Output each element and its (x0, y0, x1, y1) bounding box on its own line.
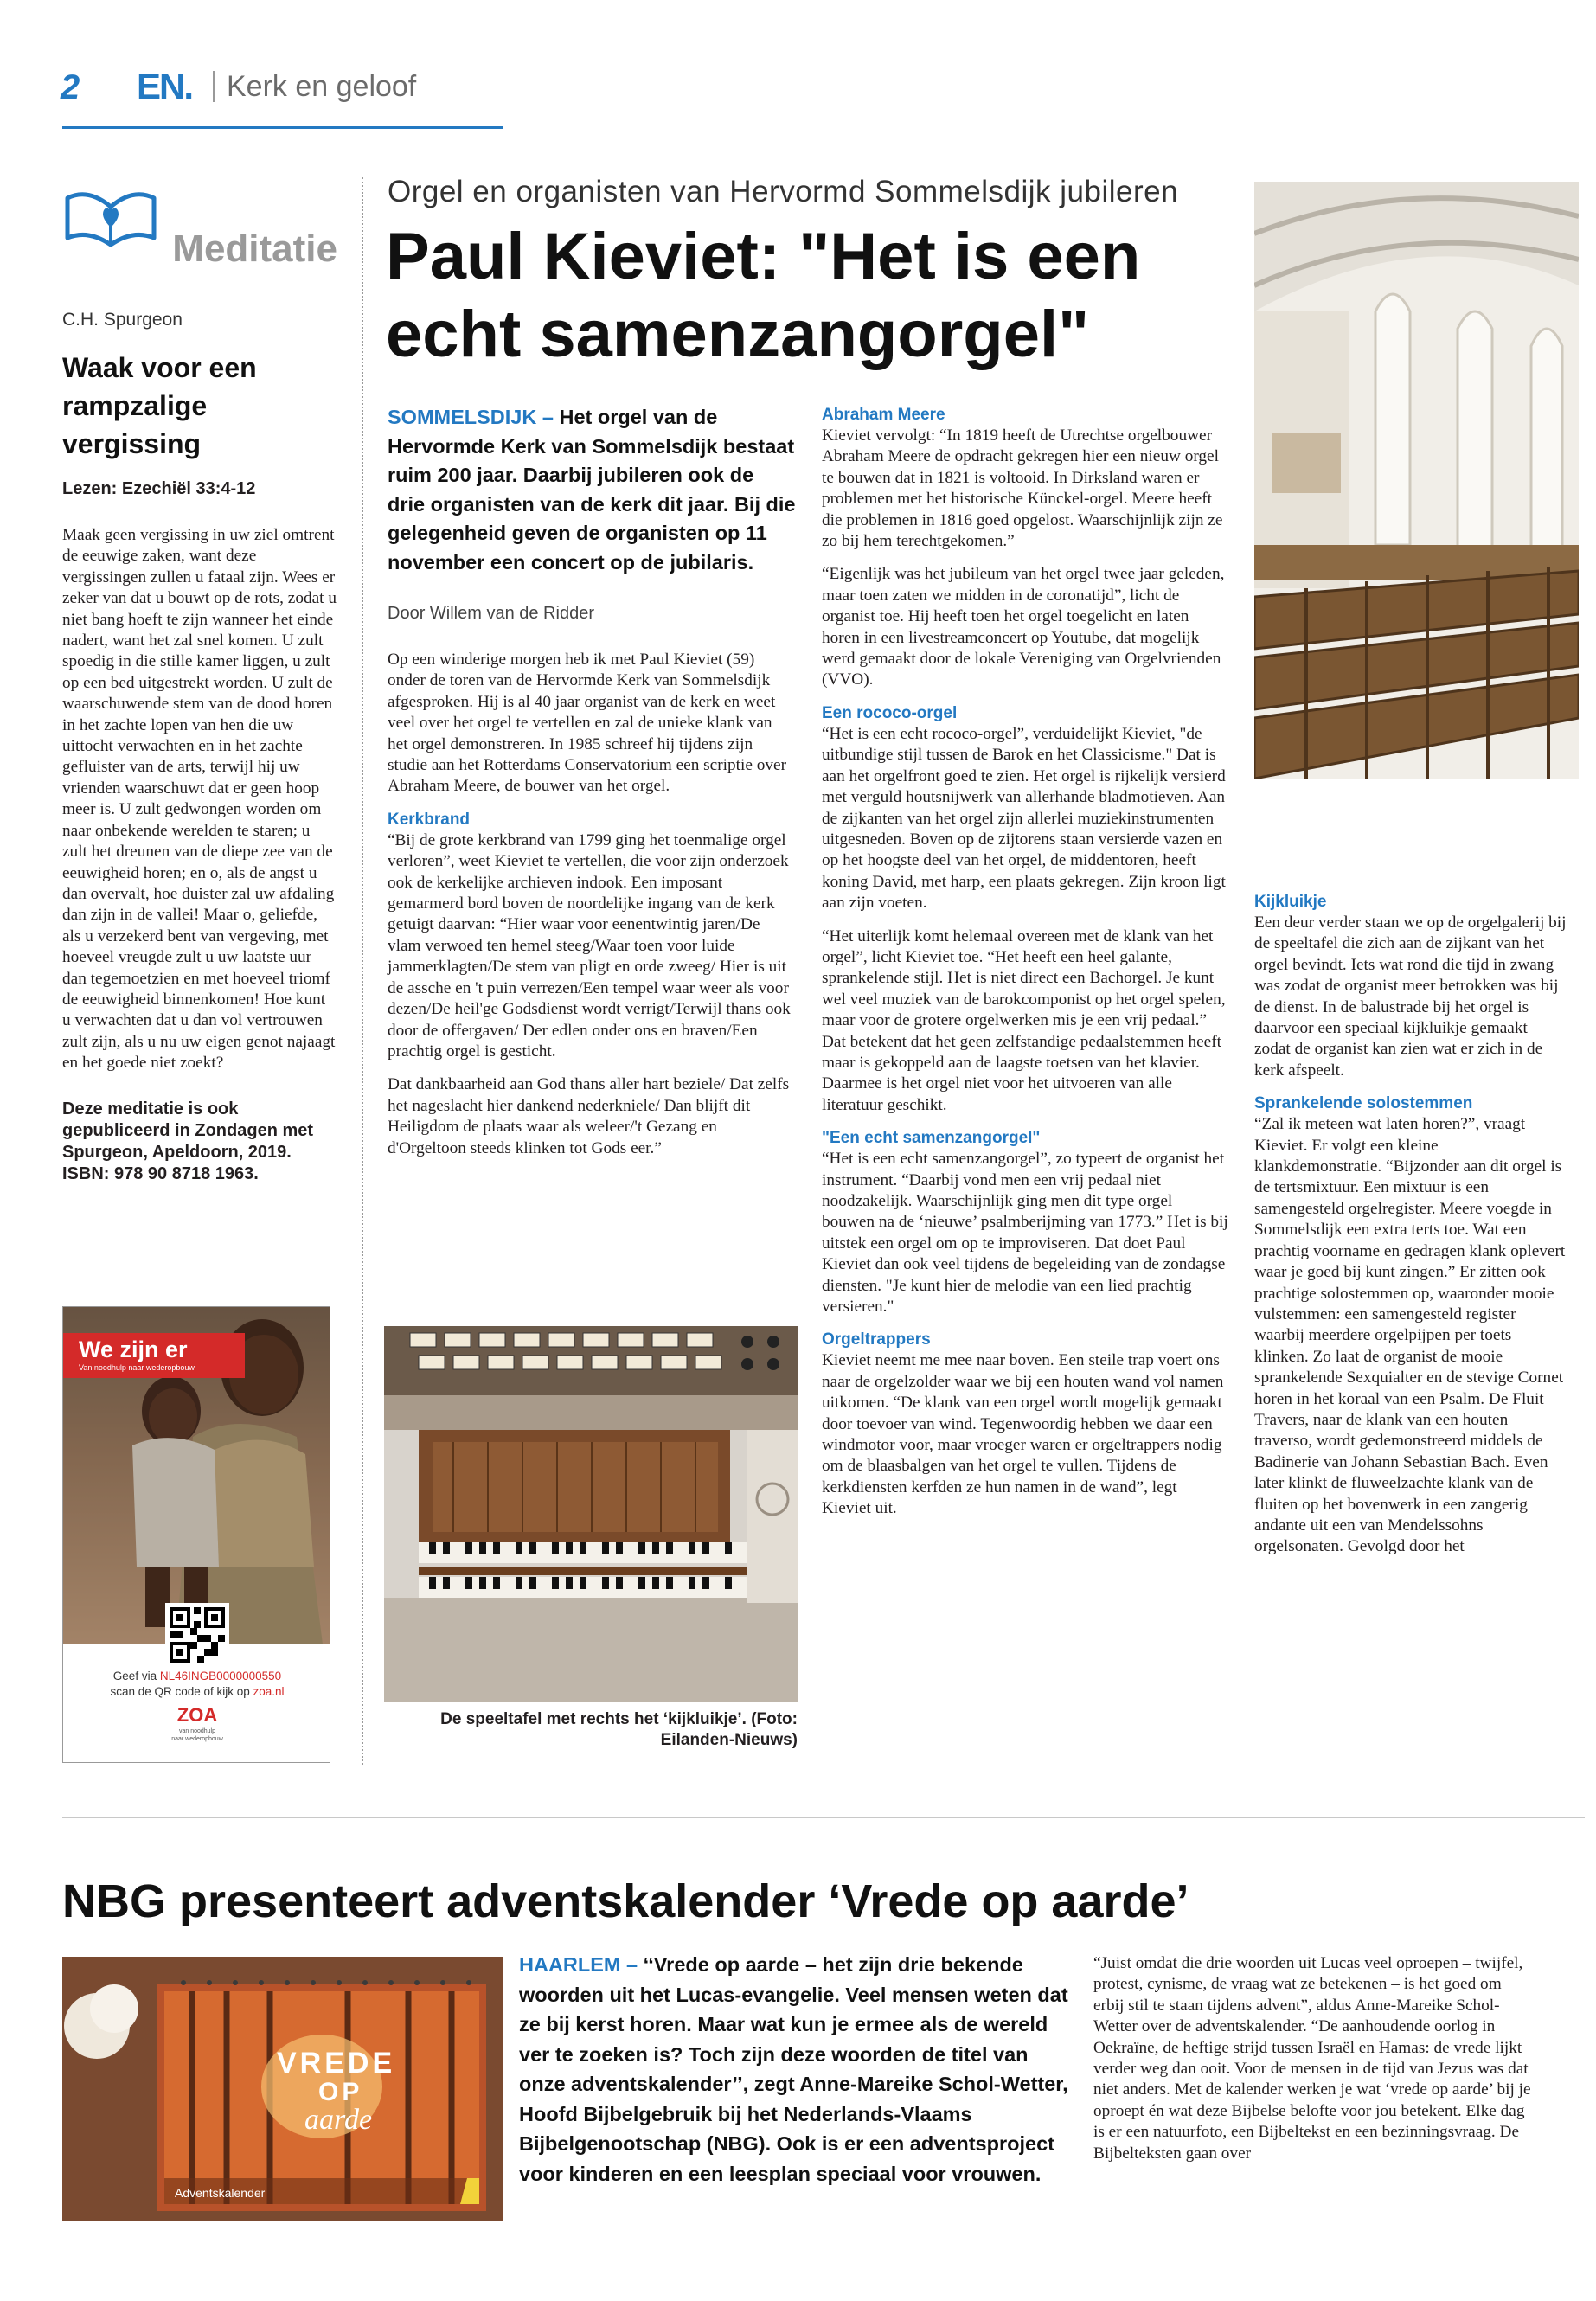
qr-code-icon (170, 1607, 225, 1663)
article-paragraph: “Het is een echt rococo-orgel”, verduidelijkt Kieviet, "de uitbundige stijl tussen de Barok en het Classicisme." Dat is aan het orgelfront goed te zien. Het orgel is rijkelijk versierd met verguld houtsnijwerk van allerhande bladmotieven. Aan de zijkanten van het orgel zijn allerlei muziekinstrumenten uitgesneden. Boven op de zijtorens staan versierde vazen en op het hoogste deel van het orgel, de middentoren, heeft koning David, met harp, een plaats gekregen. Zijn kroon ligt aan zijn voeten. (822, 724, 1226, 913)
ad-website-link[interactable]: zoa.nl (253, 1685, 285, 1698)
article-lead-place: SOMMELSDIJK – (388, 406, 554, 428)
ad-scan-prefix: scan de QR code of kijk op (110, 1685, 253, 1698)
calendar-label: Adventskalender (175, 2186, 266, 2200)
meditation-author: C.H. Spurgeon (62, 310, 183, 330)
ad-red-banner (63, 1333, 245, 1378)
meditation-title: Waak voor een rampzalige vergissing (62, 352, 257, 459)
zoa-advertisement[interactable] (62, 1306, 330, 1763)
header-underline (62, 126, 503, 129)
article-paragraph: “Eigenlijk was het jubileum van het orgel twee jaar geleden, maar toen zaten we midden in de coronatijd”, licht de organist toe. Hij heeft toen het orgel toegelicht en laten horen in een livestreamconcert op Youtube, dat mogelijk werd gemaakt door de lokale Vereniging van Orgelvrienden (VVO). (822, 565, 1225, 689)
article-paragraph: Kieviet vervolgt: “In 1819 heeft de Utrechtse orgelbouwer Abraham Meere de opdracht gekregen hier een nieuw orgel te bouwen dat in 1821 is voltooid. In Dirksland waren er problemen met het historische Künckel-orgel. Meere heeft die problemen in 1816 goed opgelost. Waarschijnlijk zijn ze zo bij hem terechtgekomen.” (822, 426, 1223, 551)
nbg-body: “Juist omdat die drie woorden uit Lucas veel oproepen – twijfel, protest, cynisme, de vraag wat ze betekenen – is het goed om erbij stil te staan tijdens advent”, aldus Anne-Mareike Schol-Wetter over de adventskalender. “De aanhoudende oorlog in Oekraïne, de heftige strijd tussen Israël en Hamas: de vrede lijkt verder weg dan ooit. Voor de mensen in de tijd van Jezus was dat niet anders. Met de kalender werken je wat ‘vrede op aarde’ bij je oproept én wat deze Bijbelse belofte voor jou betekent. Elke dag is er een natuurfoto, een Bijbeltekst en een bezinningsvraag. De Bijbelteksten gaan over (1093, 1954, 1531, 2163)
zoa-logo-sub-2: naar wederopbouw (171, 1736, 223, 1742)
article-paragraph: “Het uiterlijk komt helemaal overeen met de klank van het orgel”, licht Kieviet toe. “Het heeft een heel galante, sprankelende stijl. Het is niet direct een Bachorgel. Je kunt wel veel muziek van de barokcomponist op het orgel spelen, maar voor de grotere orgelwerken mis je een vrij pedaal.” Dat betekent dat het geen zelfstandige pedaalstemmen heeft maar is gekoppeld aan de laagste toetsen van het klavier. Daarmee is het orgel niet voor het uitvoeren van alle literatuur geschikt. (822, 926, 1226, 1114)
ad-give-prefix: Geef via (112, 1670, 160, 1682)
article-paragraph: Een deur verder staan we op de orgelgalerij bij de speeltafel die zich aan de zijkant van het orgel bevindt. Iets wat rond die tijd in zwang was zodat de organist meer betrokken was bij de dienst. In de balustrade bij het orgel is daarvoor een speciaal kijkluikje gemaakt zodat de organist kan zien wat er zich in de kerk afspeelt. (1254, 913, 1567, 1080)
article-column-1 (388, 403, 796, 1159)
ad-iban[interactable]: NL46INGB0000000550 (159, 1670, 282, 1682)
meditation-badge (62, 177, 337, 298)
subheading-kerkbrand: Kerkbrand (388, 810, 471, 829)
header-divider (213, 71, 215, 102)
church-interior-illustration (1254, 182, 1579, 779)
article-paragraph: Kieviet neemt me mee naar boven. Een steile trap voert ons naar de orgelzolder waar we bij een houten wand vol namen uitkomen. “De klank van een orgel wordt mogelijk gemaakt door toevoer van wind. Tegenwoordig hebben we daar een windmotor voor, maar vroeger waren er orgeltrappers nodig om de blaasbalgen van het orgel te vullen. Tijdens de kerkdiensten kerfden ze hun namen in de wand”, legt Kieviet uit. (822, 1351, 1224, 1518)
open-book-heart-icon (62, 181, 159, 253)
meditation-badge-label: Meditatie (172, 228, 337, 270)
calendar-title-3: aarde (304, 2104, 373, 2136)
meditation-reading: Lezen: Ezechiël 33:4-12 (62, 479, 256, 498)
meditation-separator (362, 177, 363, 1765)
section-title: Kerk en geloof (227, 70, 417, 103)
zoa-logo: ZOA (176, 1704, 218, 1726)
article-kicker: Orgel en organisten van Hervormd Sommelsdijk jubileren (388, 175, 1179, 208)
article-paragraph: Op een winderige morgen heb ik met Paul Kieviet (59) onder de toren van de Hervormde Kerk van Sommelsdijk afgesproken. Hij is al 40 jaar organist van de kerk en weet veel over het orgel te vertellen en zal de unieke klank van het orgel demonstreren. In 1985 schreef hij tijdens zijn studie aan het Rotterdams Conservatorium een scriptie over Abraham Meere, de bouwer van het orgel. (388, 651, 787, 796)
article-paragraph: Dat dankbaarheid aan God thans aller hart beziele/ Dat zelfs het nageslacht hier dankend nederkniele/ Dan blijft dit Heiligdom de plaats waar als weleer/'t Gezang en d'Orgeltoon steeds klinken tot Gods eer.” (388, 1075, 790, 1157)
ad-tagline: Van noodhulp naar wederopbouw (79, 1363, 195, 1372)
advent-calendar-illustration (62, 1957, 503, 2221)
meditation-source: Deze meditatie is ook gepubliceerd in Zondagen met Spurgeon, Apeldoorn, 2019. ISBN: 978 90 8718 1963. (62, 1099, 314, 1183)
article-paragraph: “Het is een echt samenzangorgel”, zo typeert de organist het instrument. “Daarbij vond men een vrij pedaal niet noodzakelijk. Waarschijnlijk ging men dit type orgel bouwen na de ‘nieuwe’ psalmberijming van 1773.” Het is bij uitstek een orgel om op te improviseren. Dat doet Paul Kieviet dan ook veel tijdens de begeleiding van de zondagse diensten. "Je kunt hier de melodie van een lied prachtig versieren." (822, 1150, 1228, 1317)
article-lead (388, 403, 796, 577)
article-column-2 (822, 405, 1228, 1520)
article-column-3 (1254, 892, 1567, 1558)
meditation-column (62, 177, 337, 1185)
meditation-body: Maak geen vergissing in uw ziel omtrent de eeuwige zaken, want deze vergissingen zullen u fataal zijn. Wees er zeker van dat u bouwt op de rots, zodat u niet bang hoeft te zijn wanneer het einde nadert, want het zal snel komen. U zult spoedig in die stille kamer liggen, u zult op een bed uitgestrekt worden. U zult de waarschuwende stem van de dood horen in het zachte lopen van hen die uw uittocht verwachten en in het zachte gefluister van de arts, terwijl hij uw vrienden waarschuwt dat er geen hoop meer is. U zult gedwongen worden om naar onbekende werelden te staren; u zult het dreunen van de diepe zee van de eeuwigheid horen; en o, als de angst u dan overvalt, hoe duister zal uw afdaling dan zijn in de vallei! Maar o, geliefde, als u verzekerd bent van vergeving, met hoeveel vreugde zult u uw laatste uur dan tegemoetzien en met hoeveel triomf de eeuwigheid binnenkomen! Hoe kunt u verwachten dat u dan vol vertrouwen zult zijn, als u nu uw eigen genot najaagt en het goede niet zoekt? (62, 526, 337, 1073)
nbg-headline: NBG presenteert adventskalender ‘Vrede op aarde’ (62, 1875, 1189, 1927)
nbg-lead-text: ‘‘Vrede op aarde – het zijn drie bekende woorden uit het Lucas-evangelie. Veel mensen weten dat ze bij kerst horen. Maar wat kun je ermee als de wereld ver te zoeken is? Toch zijn deze woorden de titel van onze adventskalender’’, zegt Anne-Mareike Schol-Wetter, Hoofd Bijbelgebruik bij het Nederlands-Vlaams Bijbelgenootschap (NBG). Ook is er een adventsproject voor kinderen en een leesplan speciaal voor vrouwen. (519, 1953, 1068, 2185)
ad-give-line (63, 1669, 330, 1683)
article-paragraph: “Bij de grote kerkbrand van 1799 ging het toenmalige orgel verloren”, weet Kieviet te vertellen, die voor zijn onderzoek ook de kerkelijke archieven indook. Een imposant gemarmerd bord boven de noordelijke ingang van de kerk getuigt daarvan: “Hier waar voor eenentwintig jaren/De vlam verwoed ten hemel steeg/Waar toen voor luide jammerklagten/De stem van pligt en orde zweeg/ Hier is uit de assche en 't puin verrezen/Een tempel waar weer als voor dezen/De heil'ge Godsdienst wordt verrigt/Terwijl thans ook door de offergaven/ Der edlen onder ons en braven/Een prachtig orgel is gesticht. (388, 830, 791, 1061)
brand-logo: EN. (137, 66, 193, 106)
article-lead-text: Het orgel van de Hervormde Kerk van Sommelsdijk bestaat ruim 200 jaar. Daarbij jubileren ook de drie organisten van de kerk dit jaar. Bij die gelegenheid geven de organisten op 11 november een concert op de jubilaris. (388, 406, 796, 574)
nbg-lead (519, 1950, 1073, 2189)
calendar-title-1: VREDE (277, 2047, 396, 2080)
subheading-kijkluikje: Kijkluikje (1254, 893, 1327, 911)
subheading-solostemmen: Sprankelende solostemmen (1254, 1094, 1473, 1113)
page-number: 2 (61, 68, 80, 106)
article-paragraph: “Zal ik meteen wat laten horen?”, vraagt Kieviet. Er volgt een kleine klankdemonstratie. “Bijzonder aan dit orgel is de tertsmixtuur. Een mixtuur is een samengesteld orgelregister. Meere voegde in Sommelsdijk een extra terts toe. Wat een prachtig voorname en gedragen klank oplevert waar je goed bij kunt zingen.” Er zitten ook prachtige solostemmen op, waaronder mooie vulstemmen: een samengesteld register waarbij meerdere orgelpijpen per toets klinken. Zo laat de organist de mooie sprankelende Sexquialter en de stevige Cornet horen in het koraal van een Psalm. De Fluit Travers, naar de klank van een houten traverso, wordt gedemonstreerd middels de Badinerie van Johann Sebastian Bach. Even later klinkt de fluweelzachte klank van de fluiten op het bovenwerk in een zangerig andante uit een van Mendelssohns orgelsonaten. Gevolgd door het (1254, 1115, 1566, 1556)
organ-console-illustration (384, 1326, 798, 1702)
advent-calendar-photo (62, 1957, 503, 2221)
qr-code[interactable] (165, 1603, 229, 1667)
calendar-title-2: OP (318, 2078, 363, 2106)
ad-headline: We zijn er (79, 1336, 188, 1362)
subheading-rococo-orgel: Een rococo-orgel (822, 703, 958, 722)
article-headline: Paul Kieviet: "Het is een echt samenzangorgel" (386, 220, 1141, 371)
organ-console-photo (384, 1326, 798, 1702)
ad-scan-line (63, 1684, 330, 1699)
subheading-orgeltrappers: Orgeltrappers (822, 1330, 931, 1349)
photo-caption: De speeltafel met rechts het ‘kijkluikje’. (Foto: Eilanden-Nieuws) (440, 1710, 798, 1749)
article-separator (62, 1817, 1585, 1818)
subheading-abraham-meere: Abraham Meere (822, 406, 945, 424)
zoa-logo-sub-1: van noodhulp (178, 1728, 216, 1734)
church-interior-photo (1254, 182, 1579, 779)
subheading-samenzangorgel: "Een echt samenzangorgel" (822, 1129, 1041, 1148)
nbg-lead-place: HAARLEM – (519, 1953, 638, 1976)
article-byline: Door Willem van de Ridder (388, 604, 594, 623)
